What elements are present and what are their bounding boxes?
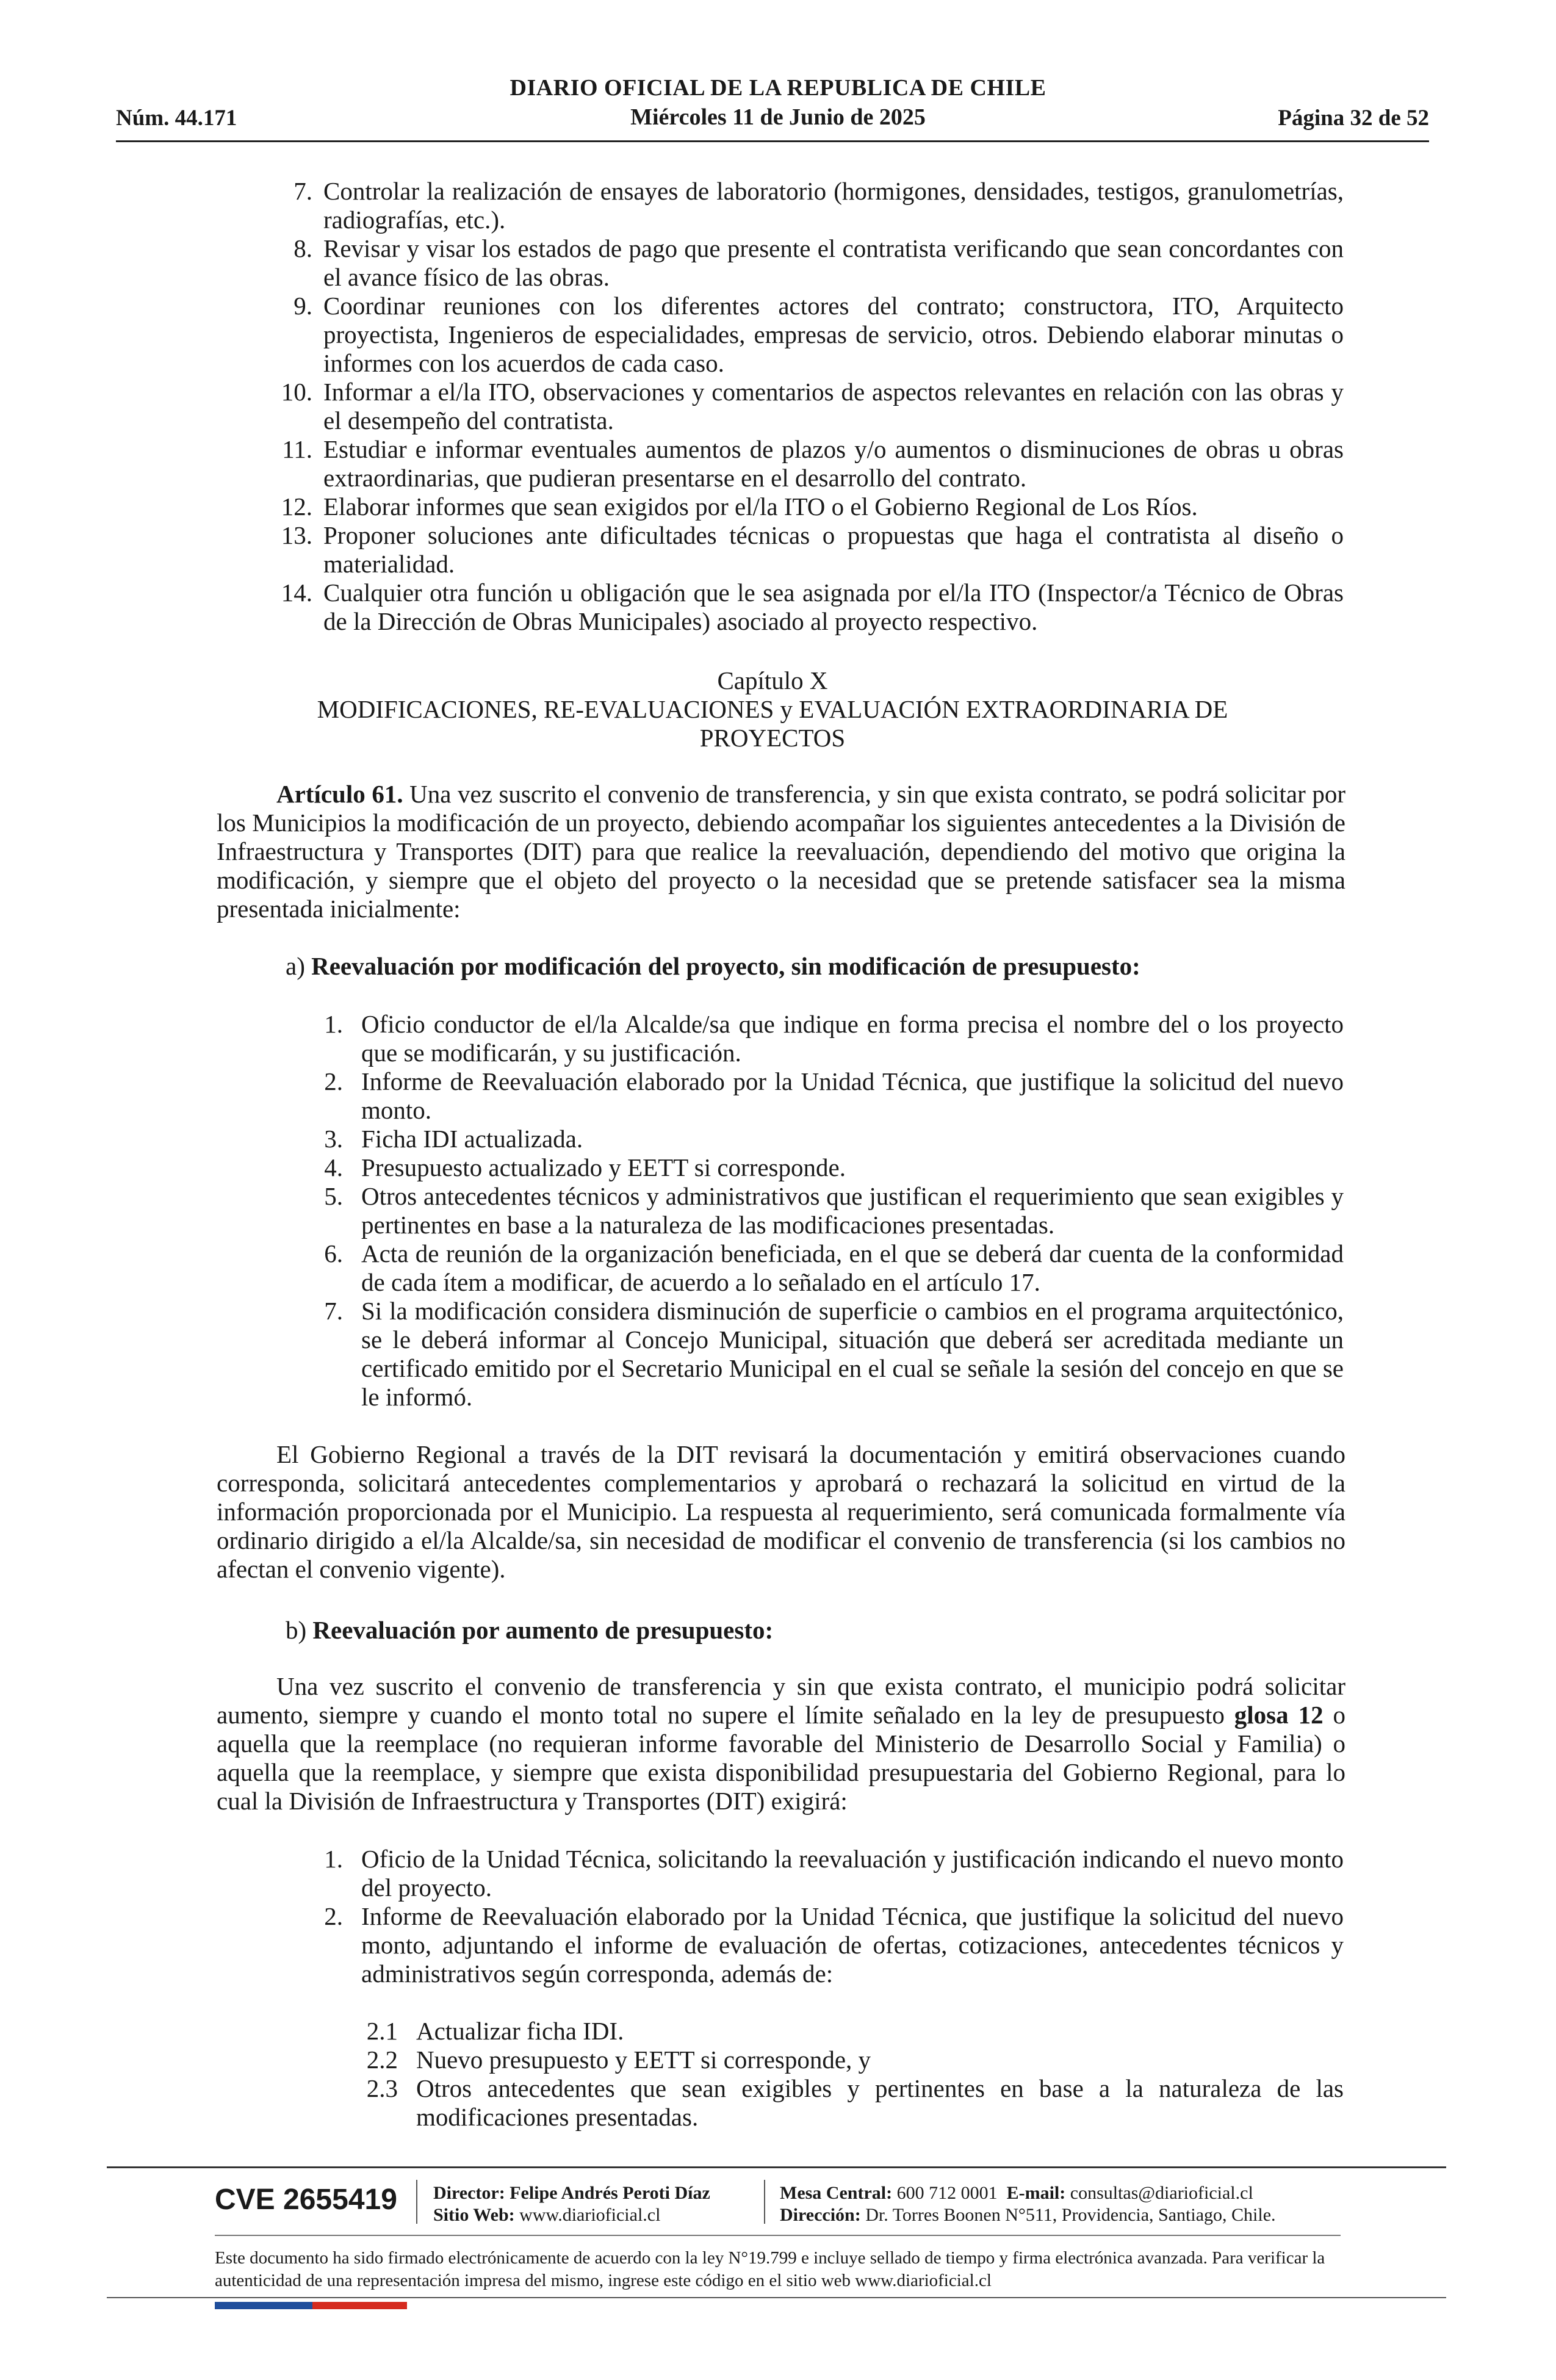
cve-code: CVE 2655419 <box>215 2183 397 2216</box>
intro-bold-glosa: glosa <box>1234 1701 1289 1729</box>
list-item-text: Oficio de la Unidad Técnica, solicitando la reevaluación y justificación indicando el nuevo monto del proyecto. <box>361 1845 1344 1902</box>
list-item-text: Nuevo presupuesto y EETT si corresponde, y <box>416 2046 871 2074</box>
footer-bottom-rule <box>107 2297 1446 2298</box>
list-item-number: 4. <box>324 1153 343 1181</box>
section-b-title: Reevaluación por aumento de presupuesto: <box>312 1616 774 1644</box>
list-item-text: Otros antecedentes que sean exigibles y pertinentes en base a la naturaleza de las modificaciones presentadas. <box>416 2074 1344 2131</box>
section-a-title: Reevaluación por modificación del proyecto, sin modificación de presupuesto: <box>311 952 1140 980</box>
list-item-text: Si la modificación considera disminución de superficie o cambios en el programa arquitectónico, se le deberá informar al Concejo Municipal, situación que deberá ser acreditada mediante un certificado emitido por el Secretario Municipal en el cual se señale la sesión del concejo en que se le informó. <box>361 1297 1344 1411</box>
list-item-text: Acta de reunión de la organización beneficiada, en el que se deberá dar cuenta de la conformidad de cada ítem a modificar, de acuerdo a lo señalado en el artículo 17. <box>361 1239 1344 1296</box>
section-b-letter: b) <box>286 1616 307 1644</box>
flag-stripe-red <box>312 2302 407 2309</box>
list-item-text: Proponer soluciones ante dificultades técnicas o propuestas que haga el contratista al diseño o materialidad. <box>323 521 1344 578</box>
legal-notice: Este documento ha sido firmado electrónicamente de acuerdo con la ley N°19.799 e incluye sellado de tiempo y firma electrónica avanzada. Para verificar la autenticidad de una representación impresa del mismo, ingrese este código en el sitio web www.diarioficial.cl <box>215 2248 1325 2290</box>
footer-divider-1 <box>416 2180 417 2224</box>
section-a-closing: El Gobierno Regional a través de la DIT revisará la documentación y emitirá observaciones cuando corresponda, solicitará antecedentes complementarios y aprobará o rechazará la solicitud en virtud de la información proporcionada por el Municipio. La respuesta al requerimiento, será comunicada formalmente vía ordinario dirigido a el/la Alcalde/sa, sin necesidad de modificar el convenio de transferencia (si los cambios no afectan el convenio vigente). <box>217 1440 1345 1583</box>
article-61-paragraph <box>217 780 1345 923</box>
list-item-text: Presupuesto actualizado y EETT si corresponde. <box>361 1153 846 1181</box>
list-item-number: 7. <box>294 177 312 205</box>
list-item-text: Actualizar ficha IDI. <box>416 2017 624 2045</box>
list-item-text: Elaborar informes que sean exigidos por el/la ITO o el Gobierno Regional de Los Ríos. <box>323 492 1198 521</box>
page-number: Página 32 de 52 <box>1278 106 1429 131</box>
header-rule <box>116 140 1429 142</box>
list-item-number: 1. <box>324 1010 343 1038</box>
list-item-text: Estudiar e informar eventuales aumentos de plazos y/o aumentos o disminuciones de obras u obras extraordinarias, que pudieran presentarse en el desarrollo del contrato. <box>323 435 1344 492</box>
section-a-letter: a) <box>286 952 305 980</box>
list-item-number: 2. <box>324 1067 343 1095</box>
list-item-number: 2.2 <box>366 2046 398 2074</box>
director-line <box>433 2182 710 2204</box>
list-item-text: Informar a el/la ITO, observaciones y comentarios de aspectos relevantes en relación con las obras y el desempeño del contratista. <box>323 378 1344 435</box>
list-item-text: Otros antecedentes técnicos y administrativos que justifican el requerimiento que sean exigibles y pertinentes en base a la naturaleza de las modificaciones presentadas. <box>361 1182 1344 1239</box>
section-a-heading <box>286 952 1323 981</box>
address-label: Dirección: <box>780 2205 861 2225</box>
list-item-number: 7. <box>324 1297 343 1325</box>
list-item-number: 3. <box>324 1125 343 1153</box>
address-text: Dr. Torres Boonen N°511, Providencia, Santiago, Chile. <box>865 2205 1276 2225</box>
list-item-text: Ficha IDI actualizada. <box>361 1125 583 1153</box>
list-item-number: 14. <box>281 579 312 607</box>
director-label: Director: <box>433 2183 505 2203</box>
list-item-text: Coordinar reuniones con los diferentes actores del contrato; constructora, ITO, Arquitecto proyectista, Ingenieros de especialidades, empresas de servicio, otros. Debiendo elaborar minutas o informes con los acuerdos de cada caso. <box>323 292 1344 377</box>
list-item-number: 13. <box>281 521 312 549</box>
intro-bold-12: 12 <box>1298 1701 1324 1729</box>
section-b-heading <box>286 1616 1323 1645</box>
footer-mid-rule <box>215 2235 1341 2236</box>
list-item-number: 1. <box>324 1845 343 1873</box>
article-label: Artículo 61. <box>276 780 403 808</box>
website-link[interactable]: www.diarioficial.cl <box>519 2205 661 2225</box>
list-item-number: 12. <box>281 492 312 521</box>
chapter-label: Capítulo X <box>717 666 828 694</box>
list-item-number: 9. <box>294 292 312 320</box>
list-item-text: Controlar la realización de ensayes de laboratorio (hormigones, densidades, testigos, granulometrías, radiografías, etc.). <box>323 177 1344 234</box>
list-item-number: 2. <box>324 1902 343 1930</box>
list-item-number: 2.3 <box>366 2074 398 2102</box>
director-name: Felipe Andrés Peroti Díaz <box>510 2183 710 2203</box>
list-item-number: 5. <box>324 1182 343 1210</box>
intro-part-1: Una vez suscrito el convenio de transferencia y sin que exista contrato, el municipio podrá solicitar aumento, siempre y cuando el monto total no supere el límite señalado en la ley de presupuesto <box>217 1672 1345 1729</box>
newspaper-title: DIARIO OFICIAL DE LA REPUBLICA DE CHILE <box>510 75 1046 101</box>
list-item-text: Revisar y visar los estados de pago que presente el contratista verificando que sean concordantes con el avance físico de las obras. <box>323 234 1344 291</box>
list-item-text: Informe de Reevaluación elaborado por la Unidad Técnica, que justifique la solicitud del nuevo monto, adjuntando el informe de evaluación de ofertas, cotizaciones, antecedentes técnicos y administrativos según corresponda, además de: <box>361 1902 1344 1988</box>
list-item-number: 11. <box>282 435 312 463</box>
list-item-number: 8. <box>294 234 312 262</box>
mesa-label: Mesa Central: <box>780 2183 893 2203</box>
chapter-title-line1: MODIFICACIONES, RE-EVALUACIONES y EVALUACIÓN EXTRAORDINARIA DE <box>317 695 1228 723</box>
intro-part-2: o aquella que la reemplace (no requieran informe favorable del Ministerio de Desarrollo Social y Familia) o aquella que la reemplace, y siempre que exista disponibilidad presupuestaria del Gobierno Regional, para lo cual la División de Infraestructura y Transportes (DIT) exigirá: <box>217 1701 1346 1815</box>
list-item-text: Informe de Reevaluación elaborado por la Unidad Técnica, que justifique la solicitud del nuevo monto. <box>361 1067 1344 1124</box>
list-item-text: Oficio conductor de el/la Alcalde/sa que indique en forma precisa el nombre del o los proyecto que se modificarán, y su justificación. <box>361 1010 1344 1067</box>
address-line <box>780 2204 1276 2226</box>
list-item-number: 2.1 <box>366 2017 398 2045</box>
issue-number: Núm. 44.171 <box>116 106 237 131</box>
website-label: Sitio Web: <box>433 2205 515 2225</box>
contact-line <box>780 2182 1253 2204</box>
flag-stripe-blue <box>215 2302 312 2309</box>
list-item-text: Cualquier otra función u obligación que le sea asignada por el/la ITO (Inspector/a Técnico de Obras de la Dirección de Obras Municipales) asociado al proyecto respectivo. <box>323 579 1344 635</box>
list-item-number: 6. <box>324 1239 343 1268</box>
issue-date: Miércoles 11 de Junio de 2025 <box>630 104 926 130</box>
chapter-title-line2: PROYECTOS <box>699 724 846 752</box>
footer-top-rule <box>107 2166 1446 2168</box>
email-link[interactable]: consultas@diarioficial.cl <box>1070 2183 1253 2203</box>
list-item-number: 10. <box>281 378 312 406</box>
article-text: Una vez suscrito el convenio de transferencia, y sin que exista contrato, se podrá solicitar por los Municipios la modificación de un proyecto, debiendo acompañar los siguientes antecedentes a la División de Infraestructura y Transportes (DIT) para que realice la reevaluación, dependiendo del motivo que origina la modificación, y siempre que el objeto del proyecto o la necesidad que se pretende satisfacer sea la misma presentada inicialmente: <box>217 780 1346 923</box>
mesa-phone: 600 712 0001 <box>896 2183 998 2203</box>
section-b-intro <box>217 1672 1345 1816</box>
email-label: E-mail: <box>1006 2183 1066 2203</box>
website-line <box>433 2204 660 2226</box>
footer-divider-2 <box>764 2180 765 2224</box>
